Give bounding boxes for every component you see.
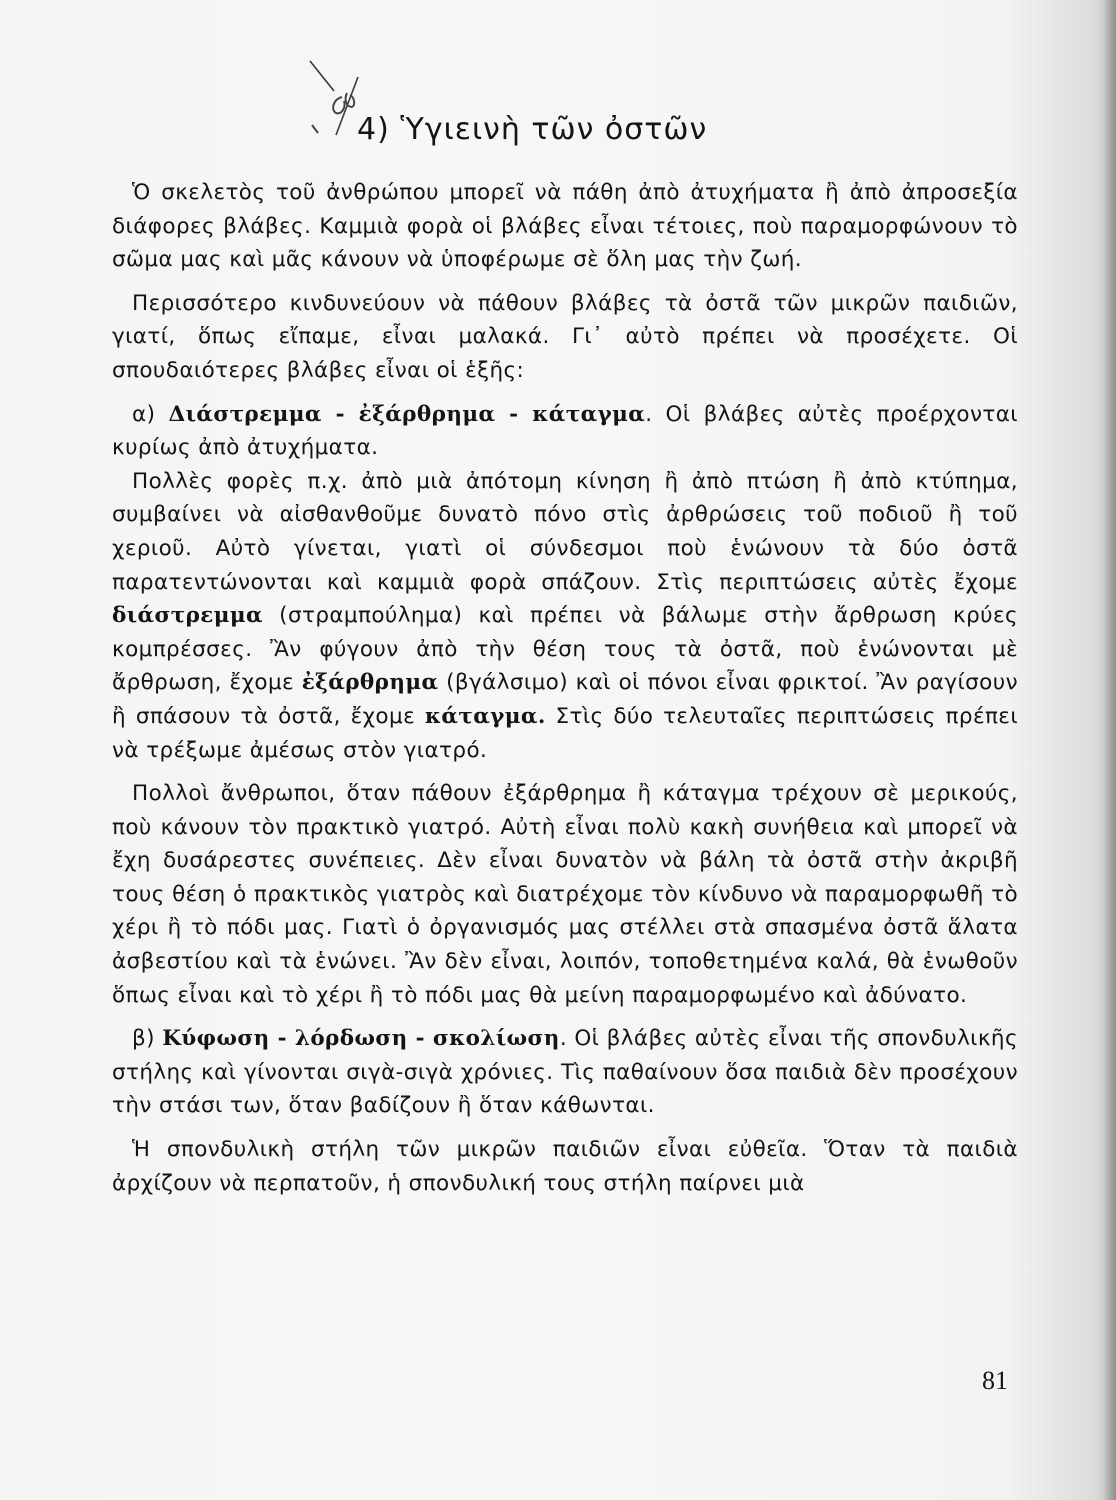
- body-text: [112, 176, 1018, 1200]
- paragraph: Ὁ σκελετὸς τοῦ ἀνθρώπου μπορεῖ νὰ πάθη ἀπὸ ἀτυχήματα ἢ ἀπὸ ἀπροσεξία διάφορες βλάβες. Καμμιὰ φορὰ οἱ βλάβες εἶναι τέτοιες, ποὺ παραμορφώνουν τὸ σῶμα μας καὶ μᾶς κάνουν νὰ ὑποφέρωμε σὲ ὅλη μας τὴν ζωή.: [112, 180, 1018, 273]
- paragraph: Ἡ σπονδυλικὴ στήλη τῶν μικρῶν παιδιῶν εἶναι εὐθεῖα. Ὅταν τὰ παιδιὰ ἀρχίζουν νὰ περπατοῦν, ἡ σπονδυλική τους στήλη παίρνει μιὰ: [112, 1137, 1018, 1196]
- page-title: 4) Ὑγιεινὴ τῶν ὀστῶν: [357, 112, 708, 147]
- bold-term: Κύφωση - λόρδωση - σκολίωση: [162, 1026, 560, 1052]
- paragraph: Πολλὲς φορὲς π.χ. ἀπὸ μιὰ ἀπότομη κίνηση ἢ ἀπὸ πτώση ἢ ἀπὸ κτύπημα, συμβαίνει νὰ αἰσθανθοῦμε δυνατὸ πόνο στὶς ἀρθρώσεις τοῦ ποδιοῦ ἢ τοῦ χεριοῦ. Αὐτὸ γίνεται, γιατὶ οἱ σύνδεσμοι ποὺ ἑνώνουν τὰ δύο ὀστᾶ παρατεντώνονται καὶ καμμιὰ φορὰ σπάζουν. Στὶς περιπτώσεις αὐτὲς ἔχομε διάστρεμμα (στραμπούλημα) καὶ πρέπει νὰ βάλωμε στὴν ἄρθρωση κρύες κομπρέσσες. Ἂν φύγουν ἀπὸ τὴν θέση τους τὰ ὀστᾶ, ποὺ ἑνώνονται μὲ ἄρθρωση, ἔχομε ἐξάρθρημα (βγάλσιμο) καὶ οἱ πόνοι εἶναι φρικτοί. Ἂν ραγίσουν ἢ σπάσουν τὰ ὀστᾶ, ἔχομε κάταγμα. Στὶς δύο τελευταῖες περιπτώσεις πρέπει νὰ τρέξωμε ἀμέσως στὸν γιατρό.: [112, 468, 1019, 763]
- page-number: 81: [982, 1366, 1008, 1395]
- bold-term: διάστρεμμα: [112, 603, 263, 629]
- paragraph-alpha: α) Διάστρεμμα - ἐξάρθρημα - κάταγμα. Οἱ βλάβες αὐτὲς προέρχονται κυρίως ἀπὸ ἀτυχήματα.: [112, 401, 1018, 461]
- paragraph: Πολλοὶ ἄνθρωποι, ὅταν πάθουν ἐξάρθρημα ἢ κάταγμα τρέχουν σὲ μερικούς, ποὺ κάνουν τὸν πρακτικὸ γιατρό. Αὐτὴ εἶναι πολὺ κακὴ συνήθεια καὶ μπορεῖ νὰ ἔχη δυσάρεστες συνέπειες. Δὲν εἶναι δυνατὸν νὰ βάλη τὰ ὀστᾶ στὴν ἀκριβῆ τους θέση ὁ πρακτικὸς γιατρὸς καὶ διατρέχομε τὸν κίνδυνο νὰ παραμορφωθῆ τὸ χέρι ἢ τὸ πόδι μας. Γιατὶ ὁ ὀργανισμός μας στέλλει στὰ σπασμένα ὀστᾶ ἅλατα ἀσβεστίου καὶ τὰ ἑνώνει. Ἂν δὲν εἶναι, λοιπόν, τοποθετημένα καλά, θὰ ἑνωθοῦν ὅπως εἶναι καὶ τὸ χέρι ἢ τὸ πόδι μας θὰ μείνη παραμορφωμένο καὶ ἀδύνατο.: [112, 781, 1018, 1008]
- paragraph-beta: β) Κύφωση - λόρδωση - σκολίωση. Οἱ βλάβες αὐτὲς εἶναι τῆς σπονδυλικῆς στήλης καὶ γίνονται σιγὰ-σιγὰ χρόνιες. Τὶς παθαίνουν ὅσα παιδιὰ δὲν προσέχουν τὴν στάσι των, ὅταν βαδίζουν ἢ ὅταν κάθωνται.: [112, 1026, 1018, 1119]
- bold-term: Διάστρεμμα - ἐξάρθρημα - κάταγμα: [168, 401, 646, 427]
- paragraph: Περισσότερο κινδυνεύουν νὰ πάθουν βλάβες τὰ ὀστᾶ τῶν μικρῶν παιδιῶν, γιατί, ὅπως εἴπαμε, εἶναι μαλακά. Γι᾿ αὐτὸ πρέπει νὰ προσέχετε. Οἱ σπουδαιότερες βλάβες εἶναι οἱ ἑξῆς:: [112, 290, 1018, 383]
- bold-term: κάταγμα.: [424, 703, 546, 729]
- page-spine-shadow: [1102, 0, 1116, 1500]
- bold-term: ἐξάρθρημα: [301, 670, 439, 696]
